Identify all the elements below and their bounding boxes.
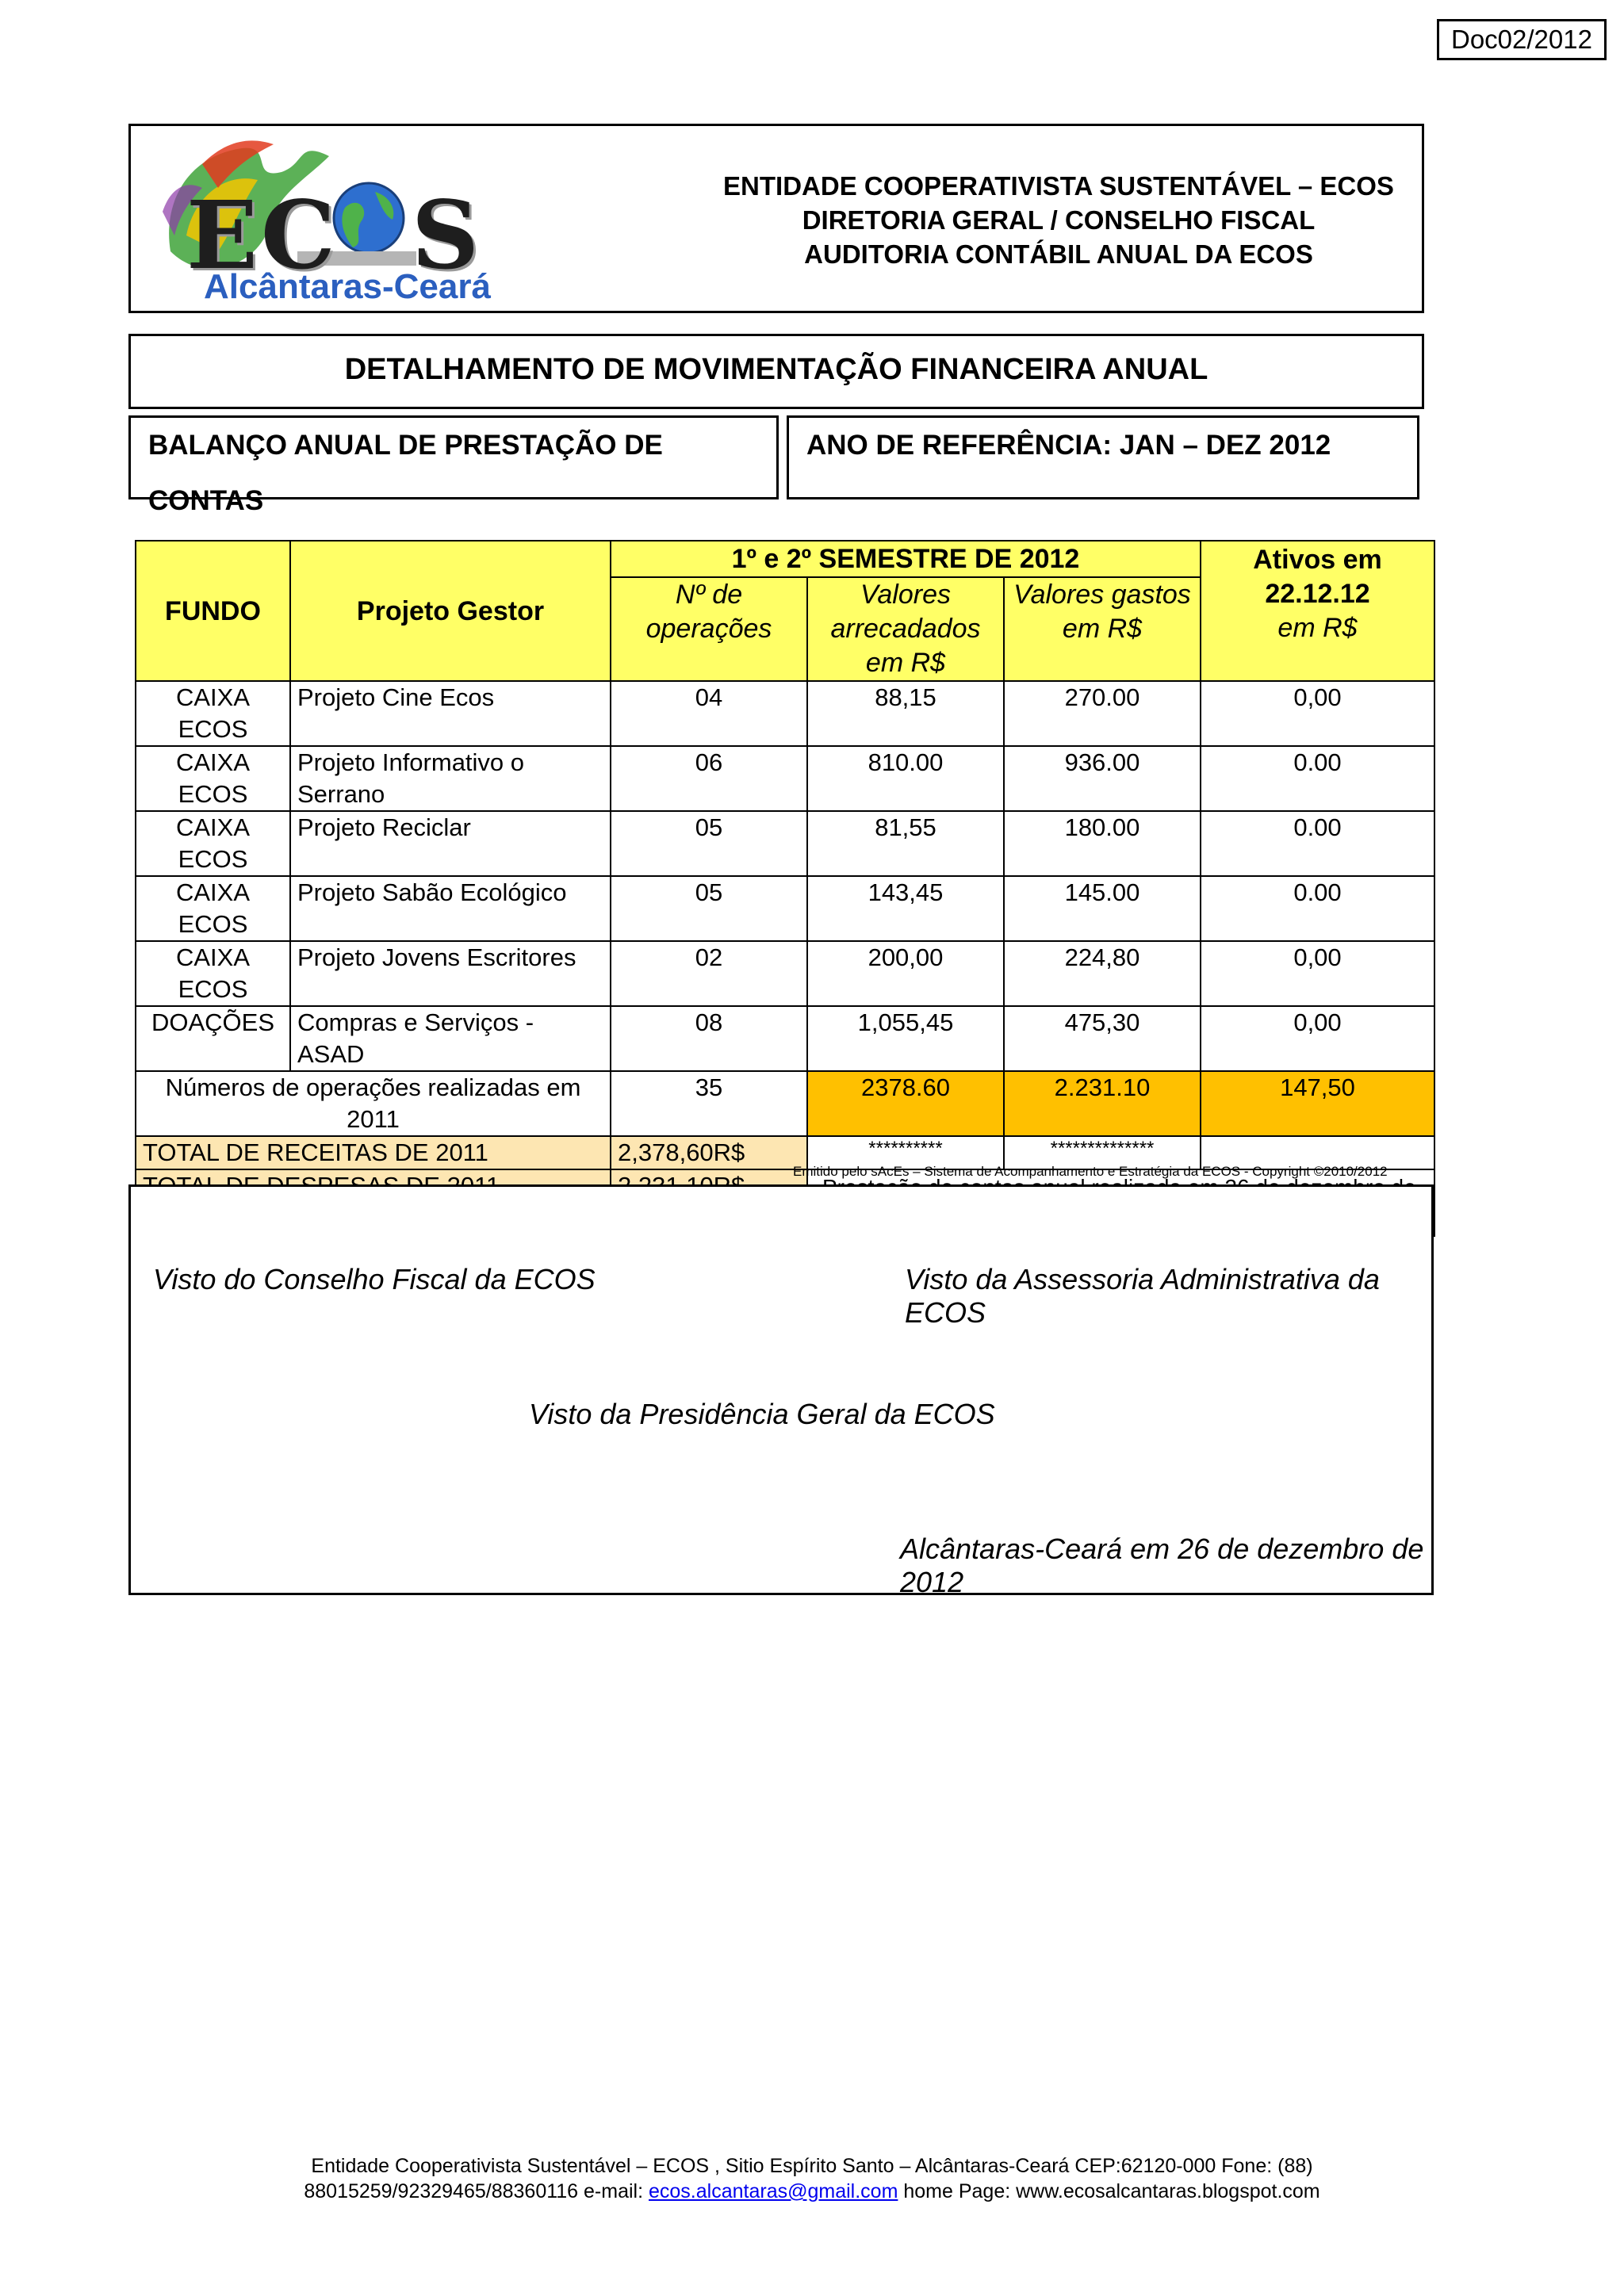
title-box [128, 334, 1424, 409]
logo-subtitle: Alcântaras-Ceará [204, 267, 491, 306]
total-gastos: 2.231.10 [1004, 1071, 1201, 1136]
cell-gastos: 145.00 [1004, 876, 1201, 941]
footer [0, 2153, 1624, 2204]
cell-fundo: CAIXA ECOS [136, 746, 290, 811]
stars-gastos: ************** [1004, 1136, 1201, 1169]
num-ops-value: 35 [611, 1071, 807, 1136]
cell-projeto: Projeto Reciclar [290, 811, 611, 876]
page-title: DETALHAMENTO DE MOVIMENTAÇÃO FINANCEIRA ANUAL [344, 353, 1208, 386]
footer-email-link[interactable]: ecos.alcantaras@gmail.com [649, 2180, 898, 2202]
header-text [575, 169, 1542, 271]
cell-arrecadados: 81,55 [807, 811, 1004, 876]
header-box [128, 124, 1424, 313]
col-projeto: Projeto Gestor [290, 541, 611, 681]
total-arrecadados: 2378.60 [807, 1071, 1004, 1136]
table-row [136, 1006, 1434, 1071]
stars-arrecadados: ********** [807, 1136, 1004, 1169]
cell-ativos: 0,00 [1201, 681, 1434, 746]
table-row [136, 876, 1434, 941]
cell-ops: 04 [611, 681, 807, 746]
cell-ops: 02 [611, 941, 807, 1006]
ano-referencia-label: ANO DE REFERÊNCIA: JAN – DEZ 2012 [806, 430, 1331, 461]
footer-phones: 88015259/92329465/88360116 e-mail: [304, 2180, 649, 2202]
cell-arrecadados: 88,15 [807, 681, 1004, 746]
table-header-row [136, 541, 1434, 577]
cell-gastos: 475,30 [1004, 1006, 1201, 1071]
cell-gastos: 180.00 [1004, 811, 1201, 876]
col-ops: Nº de operações [611, 577, 807, 681]
table-row [136, 811, 1434, 876]
balanco-box [128, 415, 779, 516]
cell-gastos: 224,80 [1004, 941, 1201, 1006]
financial-table [135, 540, 1435, 1237]
footer-line-1: Entidade Cooperativista Sustentável – ECOS , Sitio Espírito Santo – Alcântaras-Ceará CEP:62120-000 Fone: (88) [311, 2155, 1313, 2177]
totals-row [136, 1071, 1434, 1136]
cell-projeto: Projeto Cine Ecos [290, 681, 611, 746]
cell-ativos: 0.00 [1201, 876, 1434, 941]
cell-ops: 06 [611, 746, 807, 811]
cell-ops: 05 [611, 811, 807, 876]
emitido-note: Emitido pelo sAcEs – Sistema de Acompanhamento e Estratégia da ECOS - Copyright ©2010/2012 [793, 1164, 1388, 1179]
cell-ativos: 0,00 [1201, 1006, 1434, 1071]
col-ativos-line3: em R$ [1277, 613, 1358, 643]
total-ativos: 147,50 [1201, 1071, 1434, 1136]
table-row [136, 746, 1434, 811]
doc-reference: Doc02/2012 [1437, 19, 1607, 60]
footer-homepage: home Page: www.ecosalcantaras.blogspot.com [898, 2180, 1320, 2202]
receitas-label: TOTAL DE RECEITAS DE 2011 [136, 1136, 611, 1169]
cell-arrecadados: 200,00 [807, 941, 1004, 1006]
logo-letters-s: S [411, 180, 483, 290]
cell-fundo: DOAÇÕES [136, 1006, 290, 1071]
header-line-1: ENTIDADE COOPERATIVISTA SUSTENTÁVEL – ECOS [723, 171, 1394, 201]
cell-ops: 08 [611, 1006, 807, 1071]
cell-ativos: 0,00 [1201, 941, 1434, 1006]
cell-fundo: CAIXA ECOS [136, 811, 290, 876]
col-arrecadados: Valores arrecadados em R$ [807, 577, 1004, 681]
local-data: Alcântaras-Ceará em 26 de dezembro de 2012 [900, 1533, 1424, 1598]
visto-presidencia: Visto da Presidência Geral da ECOS [529, 1398, 995, 1430]
visto-assessoria: Visto da Assessoria Administrativa da ECOS [905, 1263, 1380, 1329]
cell-gastos: 270.00 [1004, 681, 1201, 746]
col-ativos [1201, 541, 1434, 681]
cell-projeto: Projeto Jovens Escritores [290, 941, 611, 1006]
header-line-2: DIRETORIA GERAL / CONSELHO FISCAL [802, 205, 1316, 235]
header-line-3: AUDITORIA CONTÁBIL ANUAL DA ECOS [804, 239, 1313, 269]
cell-gastos: 936.00 [1004, 746, 1201, 811]
cell-ops: 05 [611, 876, 807, 941]
balanco-label: BALANÇO ANUAL DE PRESTAÇÃO DE CONTAS [148, 430, 663, 516]
cell-projeto: Compras e Serviços - ASAD [290, 1006, 611, 1071]
table-row [136, 941, 1434, 1006]
cell-fundo: CAIXA ECOS [136, 876, 290, 941]
cell-ativos: 0.00 [1201, 746, 1434, 811]
logo-letters-ec: EC [186, 180, 339, 290]
signature-box [128, 1184, 1434, 1598]
cell-arrecadados: 143,45 [807, 876, 1004, 941]
cell-fundo: CAIXA ECOS [136, 681, 290, 746]
ano-referencia-box [787, 415, 1419, 499]
col-ativos-line1: Ativos em [1253, 545, 1382, 575]
cell-arrecadados: 810.00 [807, 746, 1004, 811]
cell-arrecadados: 1,055,45 [807, 1006, 1004, 1071]
col-ativos-line2: 22.12.12 [1265, 579, 1370, 609]
cell-projeto: Projeto Sabão Ecológico [290, 876, 611, 941]
num-ops-label: Números de operações realizadas em 2011 [136, 1071, 611, 1136]
receitas-value: 2,378,60R$ [611, 1136, 807, 1169]
cell-projeto: Projeto Informativo o Serrano [290, 746, 611, 811]
table-row [136, 681, 1434, 746]
col-semestre: 1º e 2º SEMESTRE DE 2012 [611, 541, 1201, 577]
visto-conselho: Visto do Conselho Fiscal da ECOS [153, 1263, 596, 1295]
footer-line-2 [0, 2179, 1624, 2204]
ecos-logo [155, 132, 519, 305]
col-gastos: Valores gastos em R$ [1004, 577, 1201, 681]
cell-ativos: 0.00 [1201, 811, 1434, 876]
cell-fundo: CAIXA ECOS [136, 941, 290, 1006]
col-fundo: FUNDO [136, 541, 290, 681]
